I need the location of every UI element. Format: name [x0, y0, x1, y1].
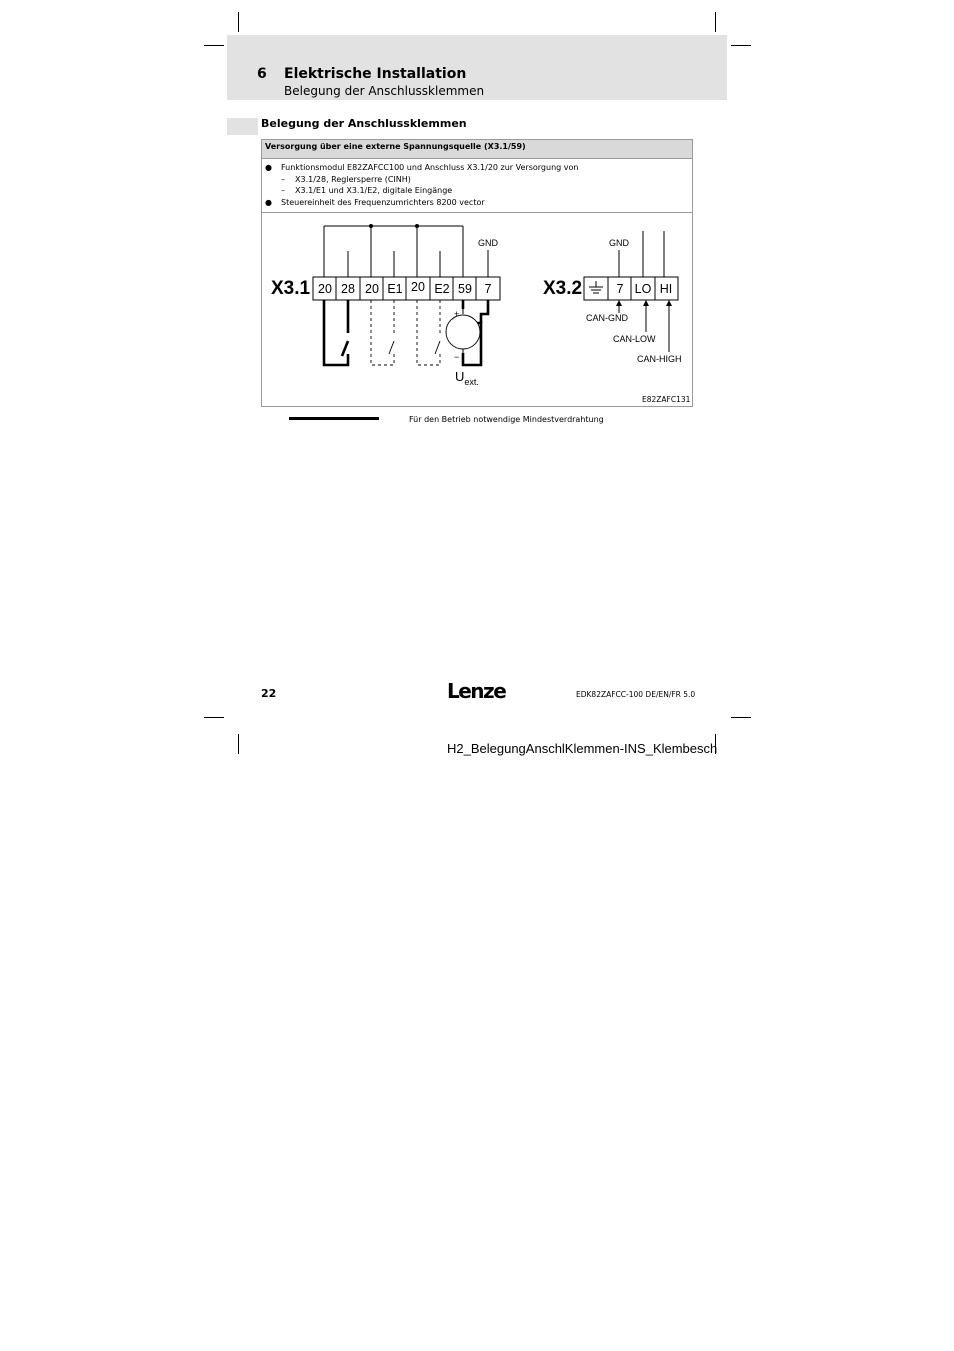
dash-marker: –: [281, 186, 285, 195]
uext-label: [455, 369, 479, 387]
list-item-text: X3.1/28, Reglersperre (CINH): [295, 174, 411, 184]
wiring-diagram: [262, 213, 692, 406]
x31-terminal: 20: [411, 280, 425, 294]
legend-line-sample: [289, 417, 379, 420]
list-item-text: X3.1/E1 und X3.1/E2, digitale Eingänge: [295, 186, 453, 195]
crop-mark: [731, 45, 751, 46]
file-slug: H2_BelegungAnschlKlemmen-INS_Klembesch: [447, 741, 718, 756]
bullet-marker: ●: [265, 197, 272, 207]
divider: [262, 158, 692, 159]
document-code: EDK82ZAFCC-100 DE/EN/FR 5.0: [576, 690, 696, 699]
x31-terminal: E2: [434, 282, 450, 296]
uext-sub: ext.: [464, 377, 479, 387]
bullet-list: [265, 162, 578, 208]
x32-label: X3.2: [543, 278, 583, 299]
x31-terminal: 59: [458, 282, 472, 296]
crop-mark: [731, 717, 751, 718]
bullet-marker: ●: [265, 163, 272, 172]
chapter-number: 6: [257, 66, 267, 82]
section-tab: [227, 118, 258, 135]
can-high-label: CAN-HIGH: [637, 354, 682, 364]
uext-main: U: [455, 369, 465, 384]
can-gnd-label: CAN-GND: [586, 313, 628, 323]
x32-terminal: HI: [659, 282, 673, 296]
x32-terminal: 7: [616, 282, 624, 296]
crop-mark: [238, 12, 239, 32]
crop-mark: [204, 45, 224, 46]
x31-terminal: E1: [387, 282, 403, 296]
plus-sign: +: [454, 309, 460, 319]
x32-terminal: LO: [634, 282, 652, 296]
x31-terminal: 20: [365, 282, 379, 296]
chapter-subtitle: Belegung der Anschlussklemmen: [284, 84, 485, 98]
lenze-logo: Lenze: [447, 679, 506, 703]
list-item: [265, 185, 578, 197]
can-low-label: CAN-LOW: [613, 334, 656, 344]
legend-text: Für den Betrieb notwendige Mindestverdrahtung: [409, 415, 604, 424]
x31-terminal: 28: [341, 282, 355, 296]
table-title: Versorgung über eine externe Spannungsquelle (X3.1/59): [265, 142, 526, 151]
list-item: [265, 174, 578, 186]
list-item: [265, 162, 578, 174]
x31-label: X3.1: [271, 278, 311, 299]
x31-terminal: 7: [484, 282, 492, 296]
list-item-text: Steuereinheit des Frequenzumrichters 8200 vector: [281, 197, 485, 207]
chapter-title: Elektrische Installation: [284, 66, 467, 82]
figure-id: E82ZAFC131: [642, 395, 691, 404]
crop-mark: [238, 734, 239, 754]
dash-marker: –: [281, 174, 285, 184]
x31-terminal: 20: [318, 282, 332, 296]
crop-mark: [204, 717, 224, 718]
minus-sign: −: [454, 352, 460, 362]
x31-gnd-label: GND: [478, 238, 498, 248]
x32-gnd-label: GND: [609, 238, 629, 248]
list-item: [265, 197, 578, 209]
crop-mark: [715, 12, 716, 32]
list-item-text: Funktionsmodul E82ZAFCC100 und Anschluss X3.1/20 zur Versorgung von: [281, 163, 579, 172]
page-number: 22: [261, 687, 277, 700]
section-heading: Belegung der Anschlussklemmen: [261, 117, 467, 130]
